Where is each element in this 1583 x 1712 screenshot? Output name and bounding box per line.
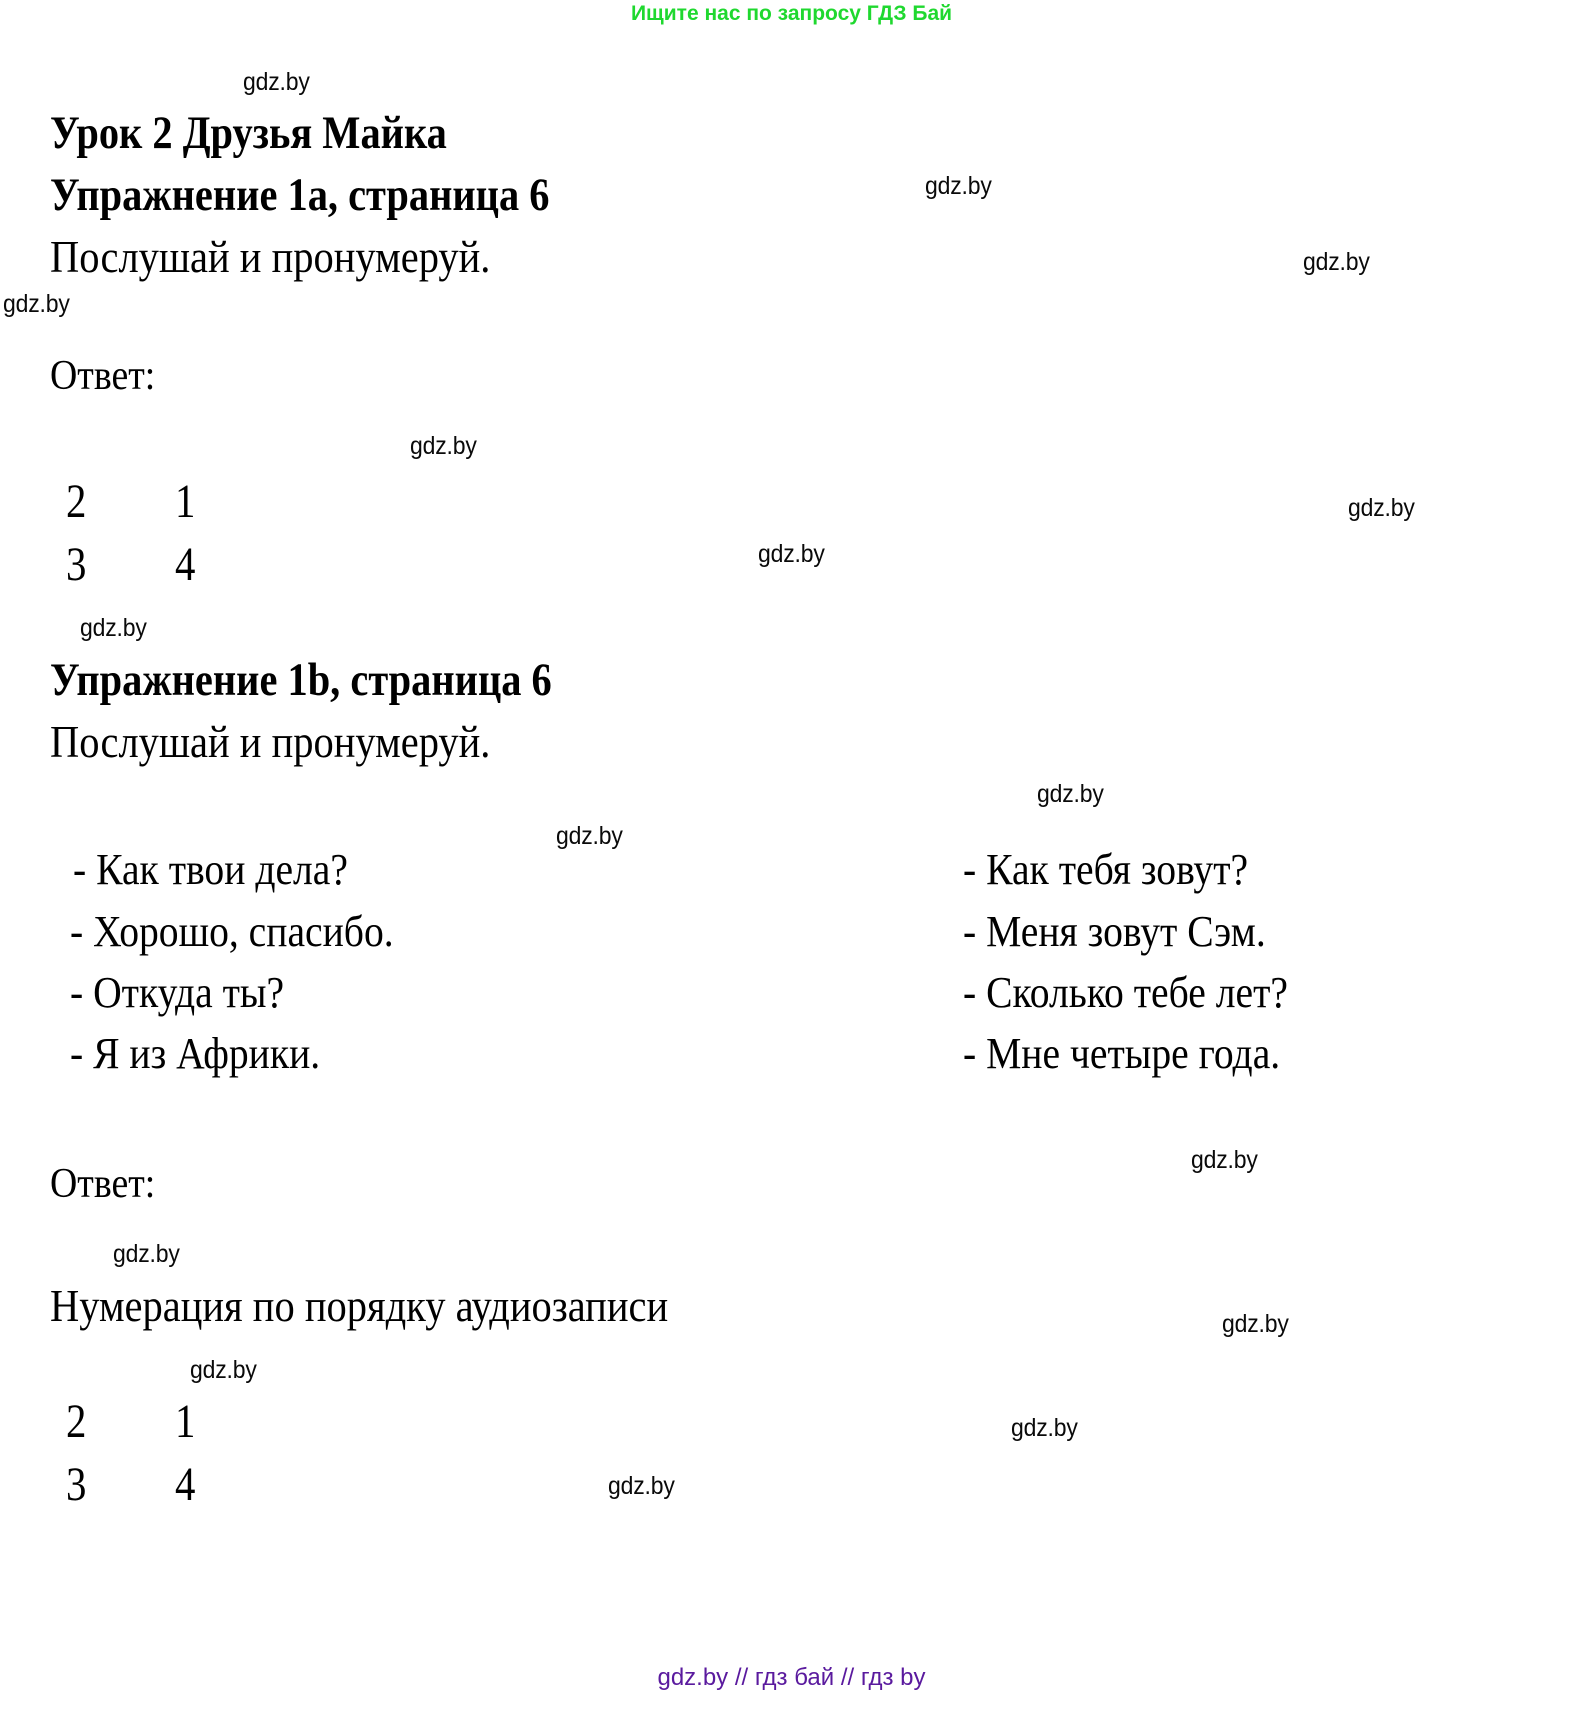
promo-header: Ищите нас по запросу ГДЗ Бай <box>630 2 953 25</box>
answer-1a-cell-r1c1: 2 <box>66 475 87 528</box>
watermark: gdz.by <box>556 822 623 850</box>
exercise-1b-answer-label: Ответ: <box>50 1161 156 1207</box>
watermark: gdz.by <box>1191 1146 1258 1174</box>
watermark: gdz.by <box>113 1240 180 1268</box>
dialogue-left-line-3: - Откуда ты? <box>70 968 285 1017</box>
watermark: gdz.by <box>1037 780 1104 808</box>
watermark: gdz.by <box>190 1356 257 1384</box>
dialogue-left-line-2: - Хорошо, спасибо. <box>70 907 394 956</box>
exercise-1b-answer-note: Нумерация по порядку аудиозаписи <box>50 1280 669 1331</box>
dialogue-left-line-1: - Как твои дела? <box>73 845 348 894</box>
answer-1a-cell-r1c2: 1 <box>175 475 196 528</box>
exercise-1b-instruction: Послушай и пронумеруй. <box>50 716 491 767</box>
watermark: gdz.by <box>608 1472 675 1500</box>
watermark: gdz.by <box>1303 248 1370 276</box>
answer-1a-cell-r2c1: 3 <box>66 538 87 591</box>
answer-1b-cell-r1c2: 1 <box>175 1395 196 1448</box>
watermark: gdz.by <box>1011 1414 1078 1442</box>
answer-1b-cell-r1c1: 2 <box>66 1395 87 1448</box>
watermark: gdz.by <box>1348 494 1415 522</box>
dialogue-right-line-2: - Меня зовут Сэм. <box>963 907 1266 956</box>
dialogue-right-line-1: - Как тебя зовут? <box>963 845 1249 894</box>
dialogue-right-line-4: - Мне четыре года. <box>963 1029 1281 1078</box>
exercise-1b-heading: Упражнение 1b, страница 6 <box>50 654 552 706</box>
watermark: gdz.by <box>243 68 310 96</box>
answer-1a-cell-r2c2: 4 <box>175 538 196 591</box>
watermark: gdz.by <box>1222 1310 1289 1338</box>
dialogue-left-line-4: - Я из Африки. <box>70 1029 321 1078</box>
site-footer: gdz.by // гдз бай // гдз by <box>657 1664 926 1691</box>
watermark: gdz.by <box>410 432 477 460</box>
dialogue-right-line-3: - Сколько тебе лет? <box>963 968 1288 1017</box>
answer-1b-cell-r2c2: 4 <box>175 1458 196 1511</box>
watermark: gdz.by <box>3 290 70 318</box>
lesson-title: Урок 2 Друзья Майка <box>50 107 447 159</box>
exercise-1a-instruction: Послушай и пронумеруй. <box>50 231 491 282</box>
answer-1b-cell-r2c1: 3 <box>66 1458 87 1511</box>
exercise-1a-heading: Упражнение 1a, страница 6 <box>50 169 550 221</box>
exercise-1a-answer-label: Ответ: <box>50 353 156 399</box>
watermark: gdz.by <box>80 614 147 642</box>
watermark: gdz.by <box>925 172 992 200</box>
watermark: gdz.by <box>758 540 825 568</box>
